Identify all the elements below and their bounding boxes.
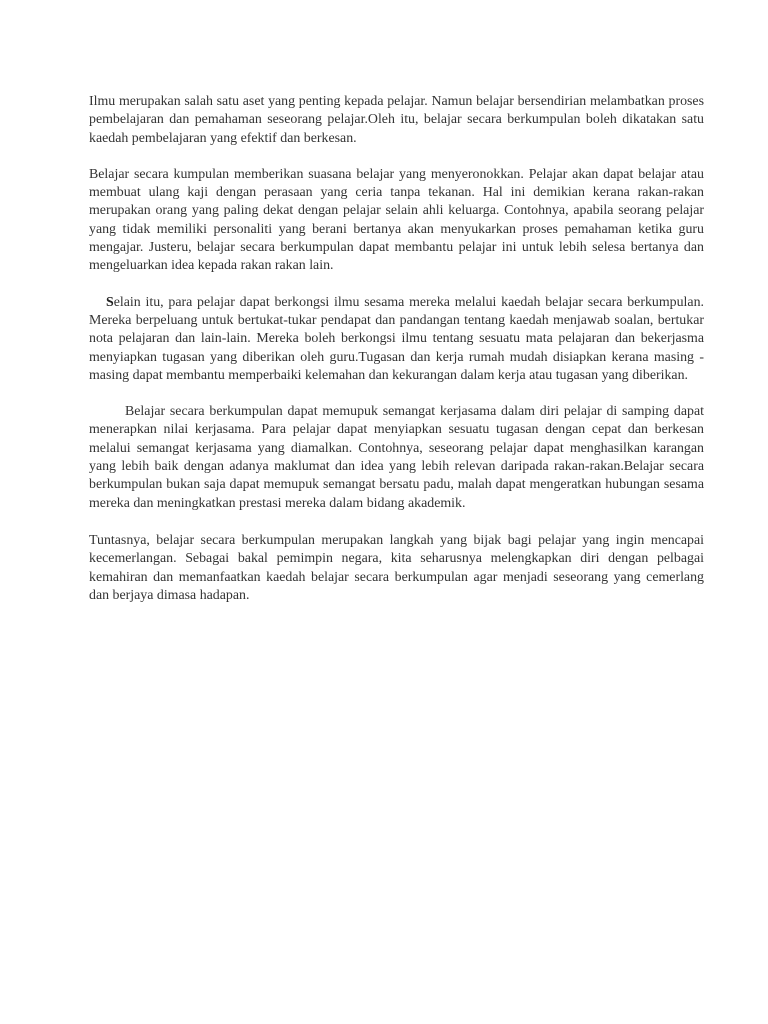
paragraph-cooperation [89,403,704,513]
paragraph-introduction [89,93,704,148]
paragraph-fun-learning [89,166,704,276]
document-body [89,93,704,605]
paragraph-text: Belajar secara berkumpulan dapat memupuk semangat kerjasama dalam diri pelajar di samping dapat menerapkan nilai kerjasama. Para pelajar dapat menyiapkan sesuatu tugasan dengan cepat dan berkesan melalui semangat kerjasama yang diamalkan. Contohnya, seseorang pelajar dapat menghasilkan karangan yang lebih baik dengan adanya maklumat dan idea yang lebih relevan daripada rakan-rakan.Belajar secara berkumpulan bukan saja dapat memupuk semangat bersatu padu, malah dapat mengeratkan hubungan sesama mereka dan meningkatkan prestasi mereka dalam bidang akademik. [89,404,704,511]
paragraph-text: Ilmu merupakan salah satu aset yang penting kepada pelajar. Namun belajar bersendirian melambatkan proses pembelajaran dan pemahaman seseorang pelajar.Oleh itu, belajar secara berkumpulan boleh dikatakan satu kaedah pembelajaran yang efektif dan berkesan. [89,94,704,146]
paragraph-conclusion [89,532,704,605]
bold-initial-letter: S [106,294,114,310]
paragraph-text: Belajar secara kumpulan memberikan suasana belajar yang menyeronokkan. Pelajar akan dapat belajar atau membuat ulang kaji dengan perasaan yang ceria tanpa tekanan. Hal ini demikian kerana rakan-rakan merupakan orang yang paling dekat dengan pelajar selain ahli keluarga. Contohnya, apabila seorang pelajar yang tidak memiliki personaliti yang berani bertanya akan menyukarkan proses pemahaman ketika guru mengajar. Justeru, belajar secara berkumpulan dapat membantu pelajar ini untuk lebih selesa bertanya dan mengeluarkan idea kepada rakan rakan lain. [89,166,704,274]
paragraph-text: elain itu, para pelajar dapat berkongsi ilmu sesama mereka melalui kaedah belajar secara berkumpulan. Mereka berpeluang untuk bertukat-tukar pendapat dan pandangan tentang kaedah menjawab soalan, bertukar nota pelajaran dan lain-lain. Mereka boleh berkongsi ilmu tentang sesuatu mata pelajaran dan bekerjasma menyiapkan tugasan yang diberikan oleh guru.Tugasan dan kerja rumah mudah disiapkan kerana masing -masing dapat membantu memperbaiki kelemahan dan kekurangan dalam kerja atau tugasan yang diberikan. [89,294,704,383]
paragraph-text: Tuntasnya, belajar secara berkumpulan merupakan langkah yang bijak bagi pelajar yang ingin mencapai kecemerlangan. Sebagai bakal pemimpin negara, kita seharusnya melengkapkan diri dengan pelbagai kemahiran dan memanfaatkan kaedah belajar secara berkumpulan agar menjadi seseorang yang cemerlang dan berjaya dimasa hadapan. [89,532,704,603]
paragraph-sharing-knowledge [89,294,704,385]
